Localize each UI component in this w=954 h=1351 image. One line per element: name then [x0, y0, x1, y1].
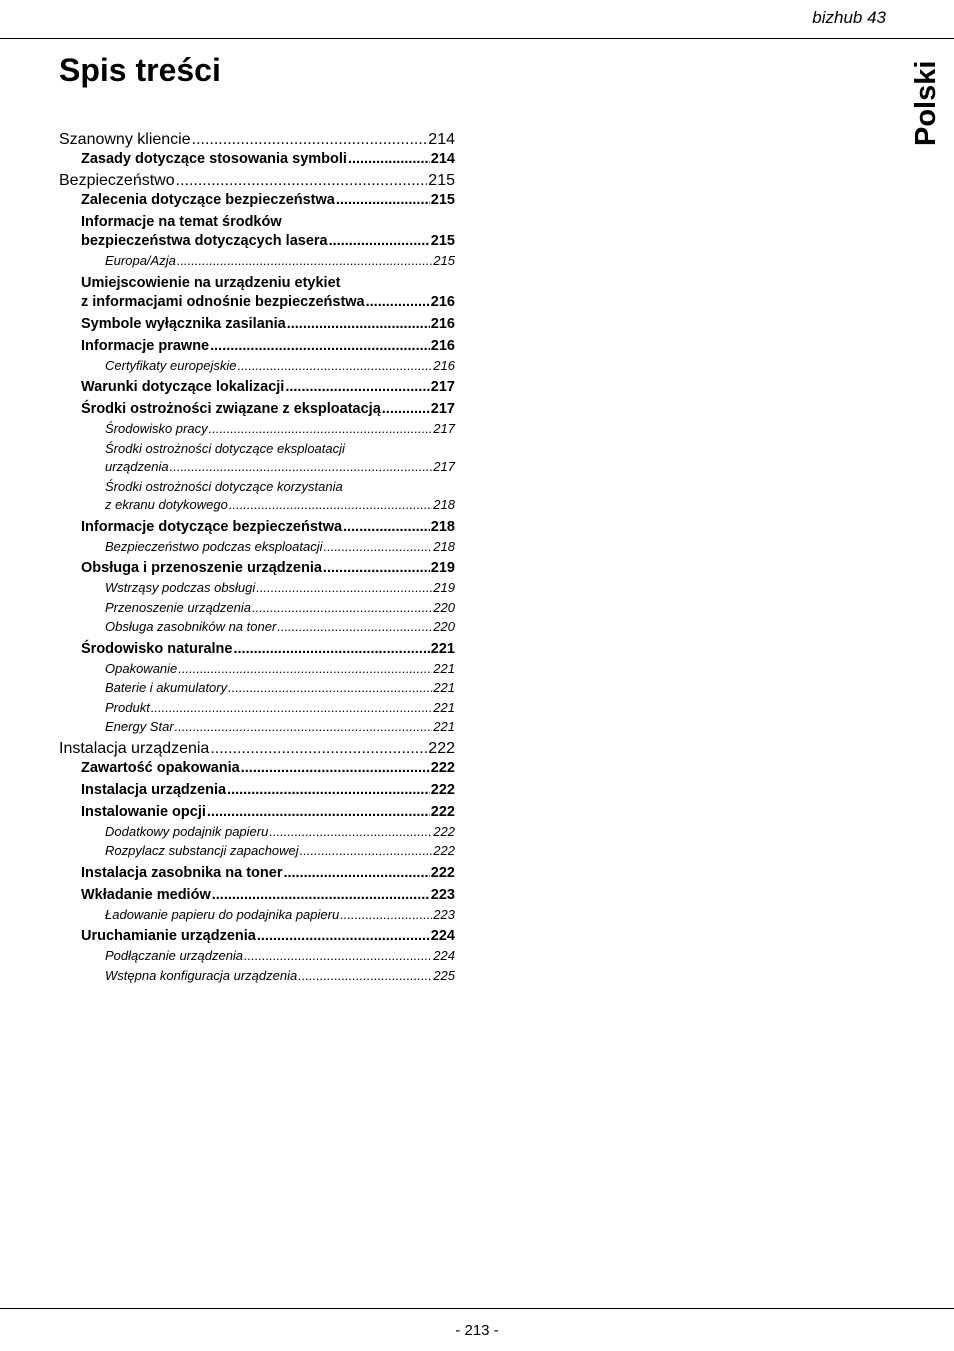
toc-entry[interactable]	[59, 579, 455, 598]
toc-entry-title: Wstępna konfiguracja urządzenia	[105, 967, 298, 983]
toc-entry-title: Certyfikaty europejskie	[105, 357, 237, 373]
toc-entry-page: 217	[433, 459, 455, 474]
toc-entry-page: 221	[433, 680, 455, 695]
toc-entry-title: urządzenia	[105, 459, 169, 474]
toc-dot-leader	[336, 191, 430, 210]
toc-entry-page: 215	[433, 253, 455, 268]
toc-dot-leader	[366, 293, 430, 312]
toc-entry[interactable]	[59, 420, 455, 439]
toc-entry[interactable]	[59, 660, 455, 679]
toc-entry-page: 223	[433, 906, 455, 922]
toc-entry-title: bezpieczeństwa dotyczących lasera	[81, 233, 328, 249]
toc-entry-title: Baterie i akumulatory	[105, 680, 228, 695]
header-model-name: bizhub 43	[812, 8, 886, 27]
toc-entry-page: 224	[430, 928, 455, 944]
toc-entry-title: Wstrząsy podczas obsługi	[105, 580, 256, 595]
toc-dot-leader	[209, 420, 433, 439]
toc-dot-leader	[256, 579, 432, 598]
toc-entry[interactable]	[59, 718, 455, 737]
toc-entry[interactable]	[59, 679, 455, 698]
toc-entry[interactable]	[59, 337, 455, 356]
toc-dot-leader	[178, 660, 432, 679]
toc-entry[interactable]	[59, 130, 455, 150]
toc-entry[interactable]	[59, 538, 455, 557]
toc-entry-title: Produkt	[105, 699, 150, 715]
toc-entry-first-line[interactable]: Umiejscowienie na urządzeniu etykiet	[81, 274, 341, 291]
toc-entry-page: 220	[433, 619, 455, 634]
toc-entry-page: 220	[433, 599, 455, 615]
header-divider	[0, 38, 954, 39]
toc-dot-leader	[343, 518, 430, 537]
toc-dot-leader	[176, 171, 428, 191]
toc-entry[interactable]	[59, 803, 455, 822]
toc-dot-leader	[257, 927, 430, 946]
toc-dot-leader	[285, 378, 429, 397]
toc-dot-leader	[300, 842, 433, 861]
toc-entry[interactable]	[59, 496, 455, 515]
toc-entry-page: 222	[433, 823, 455, 839]
toc-entry-title: Środki ostrożności związane z eksploatacją	[81, 401, 381, 417]
toc-entry-page: 215	[430, 192, 455, 208]
toc-entry[interactable]	[59, 559, 455, 578]
toc-entry-page: 221	[430, 640, 455, 657]
toc-entry-page: 217	[433, 421, 455, 436]
toc-entry-page: 215	[428, 172, 455, 189]
toc-dot-leader	[329, 232, 430, 251]
footer-divider	[0, 1308, 954, 1309]
toc-entry-title: Warunki dotyczące lokalizacji	[81, 379, 285, 395]
toc-entry[interactable]	[59, 823, 455, 842]
toc-entry[interactable]	[59, 232, 455, 251]
toc-entry-page: 218	[430, 518, 455, 535]
toc-entry[interactable]	[59, 927, 455, 946]
toc-entry-page: 217	[430, 379, 455, 395]
toc-entry[interactable]	[59, 781, 455, 800]
toc-dot-leader	[210, 739, 427, 759]
toc-dot-leader	[252, 599, 432, 618]
toc-entry-first-line[interactable]: Środki ostrożności dotyczące eksploatacji	[105, 440, 345, 456]
toc-entry-title: Rozpylacz substancji zapachowej	[105, 843, 299, 858]
toc-entry[interactable]	[59, 252, 455, 271]
toc-entry-page: 217	[430, 401, 455, 417]
toc-dot-leader	[207, 803, 430, 822]
toc-entry[interactable]	[59, 400, 455, 419]
toc-entry-page: 216	[430, 315, 455, 332]
toc-entry-page: 222	[433, 843, 455, 858]
toc-entry-page: 225	[433, 967, 455, 983]
toc-entry[interactable]	[59, 739, 455, 759]
toc-dot-leader	[175, 718, 433, 737]
toc-dot-leader	[382, 400, 430, 419]
toc-entry[interactable]	[59, 171, 455, 191]
toc-entry-page: 218	[433, 538, 455, 554]
toc-entry-title: Instalacja urządzenia	[59, 739, 210, 757]
toc-entry-page: 219	[433, 580, 455, 595]
toc-entry-title: Symbole wyłącznika zasilania	[81, 315, 286, 332]
toc-entry-page: 215	[430, 233, 455, 249]
toc-entry-title: Podłączanie urządzenia	[105, 948, 244, 963]
language-side-tab: Polski	[910, 60, 942, 146]
toc-dot-leader	[340, 906, 432, 925]
toc-entry-title: Opakowanie	[105, 660, 178, 676]
toc-entry-title: Środowisko naturalne	[81, 640, 233, 657]
toc-entry-title: Uruchamianie urządzenia	[81, 928, 256, 944]
toc-entry[interactable]	[59, 315, 455, 334]
toc-entry-title: Zasady dotyczące stosowania symboli	[81, 151, 347, 167]
toc-dot-leader	[277, 618, 432, 637]
toc-dot-leader	[177, 252, 432, 271]
toc-entry-title: Dodatkowy podajnik papieru	[105, 823, 269, 839]
toc-entry-title: Obsługa i przenoszenie urządzenia	[81, 560, 322, 576]
toc-dot-leader	[283, 864, 429, 883]
toc-entry[interactable]	[59, 618, 455, 637]
toc-entry[interactable]	[59, 699, 455, 718]
toc-entry[interactable]	[59, 378, 455, 397]
toc-entry-title: Szanowny kliencie	[59, 131, 191, 148]
toc-entry-page: 223	[430, 886, 455, 903]
toc-entry-title: Środowisko pracy	[105, 421, 208, 436]
toc-entry-page: 221	[433, 719, 455, 734]
toc-dot-leader	[244, 947, 432, 966]
toc-dot-leader	[238, 357, 433, 376]
toc-entry[interactable]	[59, 640, 455, 659]
toc-entry-title: Energy Star	[105, 719, 174, 734]
toc-entry-page: 224	[433, 948, 455, 963]
toc-dot-leader	[241, 759, 430, 778]
toc-dot-leader	[269, 823, 432, 842]
toc-dot-leader	[298, 967, 432, 986]
toc-dot-leader	[212, 886, 430, 905]
toc-dot-leader	[348, 150, 430, 169]
toc-entry[interactable]	[59, 864, 455, 883]
toc-entry[interactable]	[59, 947, 455, 966]
toc-dot-leader	[170, 458, 433, 477]
toc-entry[interactable]	[59, 906, 455, 925]
toc-entry[interactable]	[59, 599, 455, 618]
toc-entry-title: Zawartość opakowania	[81, 759, 240, 776]
table-of-contents	[59, 130, 455, 985]
toc-entry-page: 216	[430, 337, 455, 354]
toc-entry-page: 222	[430, 759, 455, 776]
toc-entry-title: Informacje dotyczące bezpieczeństwa	[81, 518, 343, 535]
toc-dot-leader	[323, 559, 430, 578]
toc-entry-title: Ładowanie papieru do podajnika papieru	[105, 906, 340, 922]
toc-entry-page: 216	[430, 293, 455, 310]
toc-entry-first-line[interactable]: Środki ostrożności dotyczące korzystania	[105, 478, 343, 494]
toc-entry[interactable]	[59, 357, 455, 376]
toc-entry-title: Europa/Azja	[105, 253, 176, 268]
toc-entry-page: 214	[428, 131, 455, 148]
toc-entry[interactable]	[59, 191, 455, 210]
toc-entry[interactable]	[59, 150, 455, 169]
toc-entry-title: Zalecenia dotyczące bezpieczeństwa	[81, 192, 335, 208]
page-title: Spis treści	[59, 52, 221, 88]
toc-entry-page: 222	[428, 739, 455, 757]
toc-dot-leader	[210, 337, 430, 356]
toc-entry-title: Instalowanie opcji	[81, 803, 206, 820]
toc-entry-title: z ekranu dotykowego	[105, 497, 228, 512]
toc-entry[interactable]	[59, 842, 455, 861]
toc-entry-first-line[interactable]: Informacje na temat środków	[81, 214, 282, 230]
toc-dot-leader	[233, 640, 429, 659]
toc-entry-title: z informacjami odnośnie bezpieczeństwa	[81, 293, 365, 310]
toc-entry-page: 216	[433, 357, 455, 373]
toc-entry-page: 221	[433, 660, 455, 676]
toc-entry[interactable]	[59, 518, 455, 537]
toc-dot-leader	[229, 496, 432, 515]
toc-entry-page: 221	[433, 699, 455, 715]
toc-entry-title: Bezpieczeństwo podczas eksploatacji	[105, 538, 323, 554]
toc-entry-title: Informacje prawne	[81, 337, 210, 354]
toc-entry[interactable]	[59, 759, 455, 778]
toc-dot-leader	[324, 538, 433, 557]
toc-entry[interactable]	[59, 967, 455, 986]
toc-dot-leader	[151, 699, 432, 718]
toc-entry-title: Instalacja zasobnika na toner	[81, 864, 283, 881]
toc-dot-leader	[192, 130, 428, 150]
toc-entry-title: Instalacja urządzenia	[81, 781, 227, 798]
page-number: - 213 -	[455, 1322, 499, 1339]
toc-entry[interactable]	[59, 293, 455, 312]
toc-entry-page: 214	[430, 151, 455, 167]
toc-dot-leader	[227, 781, 430, 800]
toc-entry-page: 222	[430, 864, 455, 881]
toc-dot-leader	[228, 679, 432, 698]
toc-entry-title: Przenoszenie urządzenia	[105, 599, 251, 615]
toc-entry[interactable]	[59, 886, 455, 905]
toc-dot-leader	[287, 315, 430, 334]
toc-entry-page: 222	[430, 803, 455, 820]
toc-entry-title: Bezpieczeństwo	[59, 172, 175, 189]
toc-entry[interactable]	[59, 458, 455, 477]
toc-entry-title: Wkładanie mediów	[81, 886, 211, 903]
toc-entry-page: 218	[433, 497, 455, 512]
toc-entry-page: 219	[430, 560, 455, 576]
toc-entry-page: 222	[430, 781, 455, 798]
toc-entry-title: Obsługa zasobników na toner	[105, 619, 277, 634]
